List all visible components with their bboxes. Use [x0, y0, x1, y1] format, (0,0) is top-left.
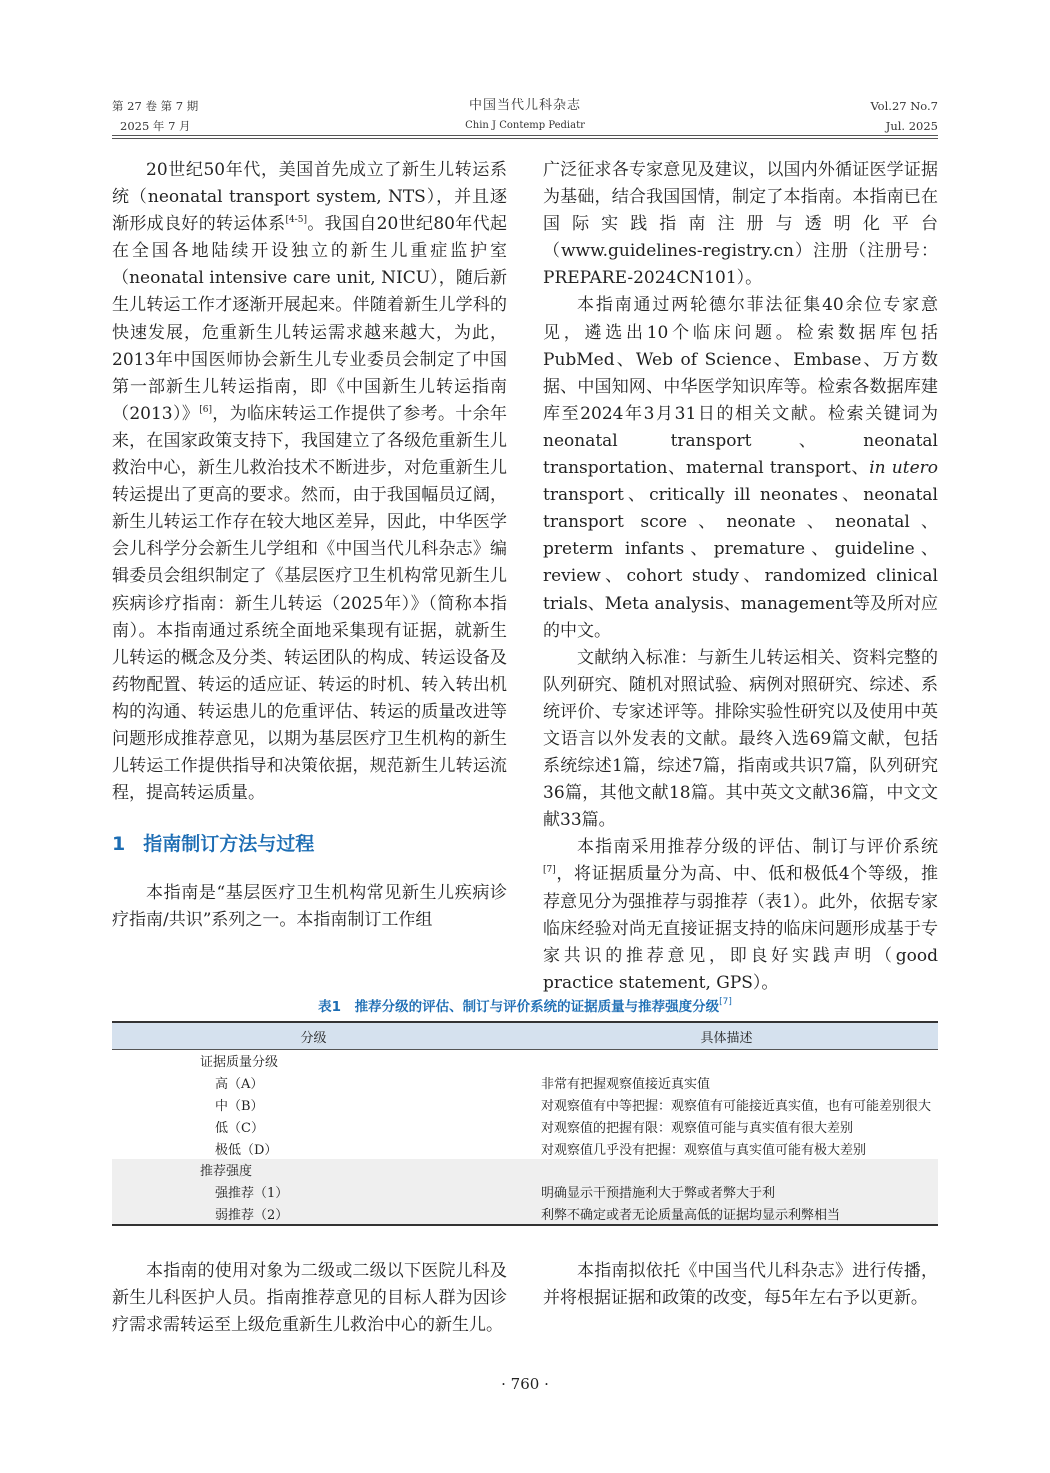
section-title: 指南制订方法与过程	[143, 833, 315, 856]
table-row	[112, 1072, 938, 1094]
citation[interactable]: [6]	[199, 404, 212, 415]
text: 20世纪50年代，美国首先成立了新生儿转运系统（neonatal transport system, NTS），并且逐渐形成良好的转运体系	[112, 160, 507, 235]
volume-issue: 第 27 卷 第 7 期	[112, 99, 199, 113]
volume-issue-en: Vol.27 No.7	[870, 99, 938, 113]
citation[interactable]: [7]	[543, 865, 556, 876]
header-rule	[112, 135, 938, 139]
paragraph	[112, 157, 507, 807]
table-row	[112, 1115, 938, 1137]
text: ，为临床转运工作提供了参考。十余年来，在国家政策支持下，我国建立了各级危重新生儿救治中心，新生儿救治技术不断进步，对危重新生儿转运提出了更高的要求。然而，由于我国幅员辽阔，新生儿转运工作存在较大地区差异，因此，中华医学会儿科学分会新生儿学组和《中国当代儿科杂志》编辑委员会组织制定了《基层医疗卫生机构常见新生儿疾病诊疗指南：新生儿转运（2025年）》（简称本指南）。本指南通过系统全面地采集现有证据，就新生儿转运的概念及分类、转运团队的构成、转运设备及药物配置、转运的适应证、转运的时机、转入转出机构的沟通、转运患儿的危重评估、转运的质量改进等问题形成推荐意见，以期为基层医疗卫生机构的新生儿转运工作提供指导和决策依据，规范新生儿转运流程，提高转运质量。	[112, 403, 508, 804]
grade-cell: 弱推荐（2）	[112, 1203, 515, 1226]
section-heading	[112, 831, 507, 858]
paragraph: 广泛征求各专家意见及建议，以国内外循证医学证据为基础，结合我国国情，制定了本指南。本指南已在国际实践指南注册与透明化平台（www.guidelines-registry.cn）注册（注册号：PREPARE-2024CN101）。	[543, 160, 938, 289]
paragraph: 文献纳入标准：与新生儿转运相关、资料完整的队列研究、随机对照试验、病例对照研究、综述、系统评价、专家述评等。排除实验性研究以及使用中英文语言以外发表的文献。最终入选69篇文献，包括系统综述1篇，综述7篇，指南或共识7篇，队列研究36篇，其他文献18篇。其中英文文献36篇，中文文献33篇。	[543, 647, 938, 831]
paragraph	[543, 834, 938, 997]
table-row	[112, 1203, 938, 1226]
header-cell: 分级	[112, 1022, 515, 1050]
page-number: · 760 ·	[501, 1375, 549, 1393]
description-cell: 利弊不确定或者无论质量高低的证据均显示利弊相当	[515, 1203, 938, 1226]
grading-table	[112, 1021, 938, 1226]
paragraph	[543, 292, 938, 644]
group-label: 证据质量分级	[200, 1055, 279, 1071]
issue-date: 2025 年 7 月	[120, 119, 191, 133]
bottom-left-column	[112, 1258, 507, 1339]
grade-cell: 低（C）	[215, 1120, 264, 1136]
text: transport、critically ill neonates、neonatal transport score、neonate、neonatal、preterm infants、premature、guideline、review、cohort study、randomized clinical trials、Meta analysis、management等及所对应的中文。	[543, 485, 938, 641]
journal-title-cn: 中国当代儿科杂志	[468, 98, 581, 113]
paragraph: 本指南拟依托《中国当代儿科杂志》进行传播，并将根据证据和政策的改变，每5年左右予以更新。	[543, 1261, 938, 1309]
text: 本指南通过两轮德尔菲法征集40余位专家意见，遴选出10个临床问题。检索数据库包括PubMed、Web of Science、Embase、万方数据、中国知网、中华医学知识库等。检索各数据库建库至2024年3月31日的相关文献。检索关键词为neonatal transport、neonatal transportation、maternal transport、	[543, 295, 938, 479]
table-group-row	[112, 1159, 938, 1181]
description-cell: 非常有把握观察值接近真实值	[541, 1077, 711, 1093]
description-cell: 对观察值几乎没有把握：观察值与真实值可能有极大差别	[541, 1142, 867, 1158]
group-label: 推荐强度	[112, 1159, 515, 1181]
citation[interactable]: [4-5]	[285, 215, 307, 226]
description-cell: 对观察值有中等把握：观察值有可能接近真实值，也有可能差别很大	[541, 1098, 932, 1114]
text: 本指南采用推荐分级的评估、制订与评价系统	[577, 837, 938, 858]
issue-date-en: Jul. 2025	[885, 119, 938, 133]
paragraph: 本指南是“基层医疗卫生机构常见新生儿疾病诊疗指南/共识”系列之一。本指南制订工作组	[112, 883, 507, 931]
table-row	[112, 1137, 938, 1159]
table-row	[112, 1094, 938, 1116]
paragraph: 本指南的使用对象为二级或二级以下医院儿科及新生儿科医护人员。指南推荐意见的目标人群为因诊疗需求需转运至上级危重新生儿救治中心的新生儿。	[112, 1261, 507, 1336]
caption-text: 表1 推荐分级的评估、制订与评价系统的证据质量与推荐强度分级	[318, 999, 720, 1015]
right-column	[543, 157, 938, 997]
text: 。我国自20世纪80年代起在全国各地陆续开设独立的新生儿重症监护室（neonatal intensive care unit, NICU），随后新生儿转运工作才逐渐开展起来。伴随着新生儿学科的快速发展，危重新生儿转运需求越来越大，为此，2013年中国医师协会新生儿专业委员会制定了中国第一部新生儿转运指南，即《中国新生儿转运指南（2013）》	[112, 214, 507, 424]
description-cell: 对观察值的把握有限：观察值可能与真实值有很大差别	[541, 1120, 854, 1136]
italic-term: in utero	[869, 458, 938, 479]
journal-title-en: Chin J Contemp Pediatr	[465, 120, 585, 131]
text: ，将证据质量分为高、中、低和极低4个等级，推荐意见分为强推荐与弱推荐（表1）。此外，依据专家临床经验对尚无直接证据支持的临床问题形成基于专家共识的推荐意见，即良好实践声明（good practice statement, GPS）。	[543, 864, 938, 993]
bottom-right-column	[543, 1258, 938, 1312]
table-caption	[0, 995, 1050, 1015]
grade-cell: 高（A）	[215, 1077, 264, 1093]
description-cell: 明确显示干预措施利大于弊或者弊大于利	[515, 1181, 938, 1203]
table-row	[112, 1181, 938, 1203]
grade-cell: 强推荐（1）	[112, 1181, 515, 1203]
citation[interactable]: [7]	[719, 997, 732, 1007]
left-column	[112, 157, 507, 935]
section-number: 1	[112, 833, 126, 856]
grade-cell: 中（B）	[215, 1098, 264, 1114]
header-cell: 具体描述	[515, 1022, 938, 1050]
table-header	[112, 1022, 938, 1050]
header-right	[870, 96, 938, 136]
table-group-row	[112, 1050, 938, 1072]
grade-cell: 极低（D）	[215, 1142, 278, 1158]
